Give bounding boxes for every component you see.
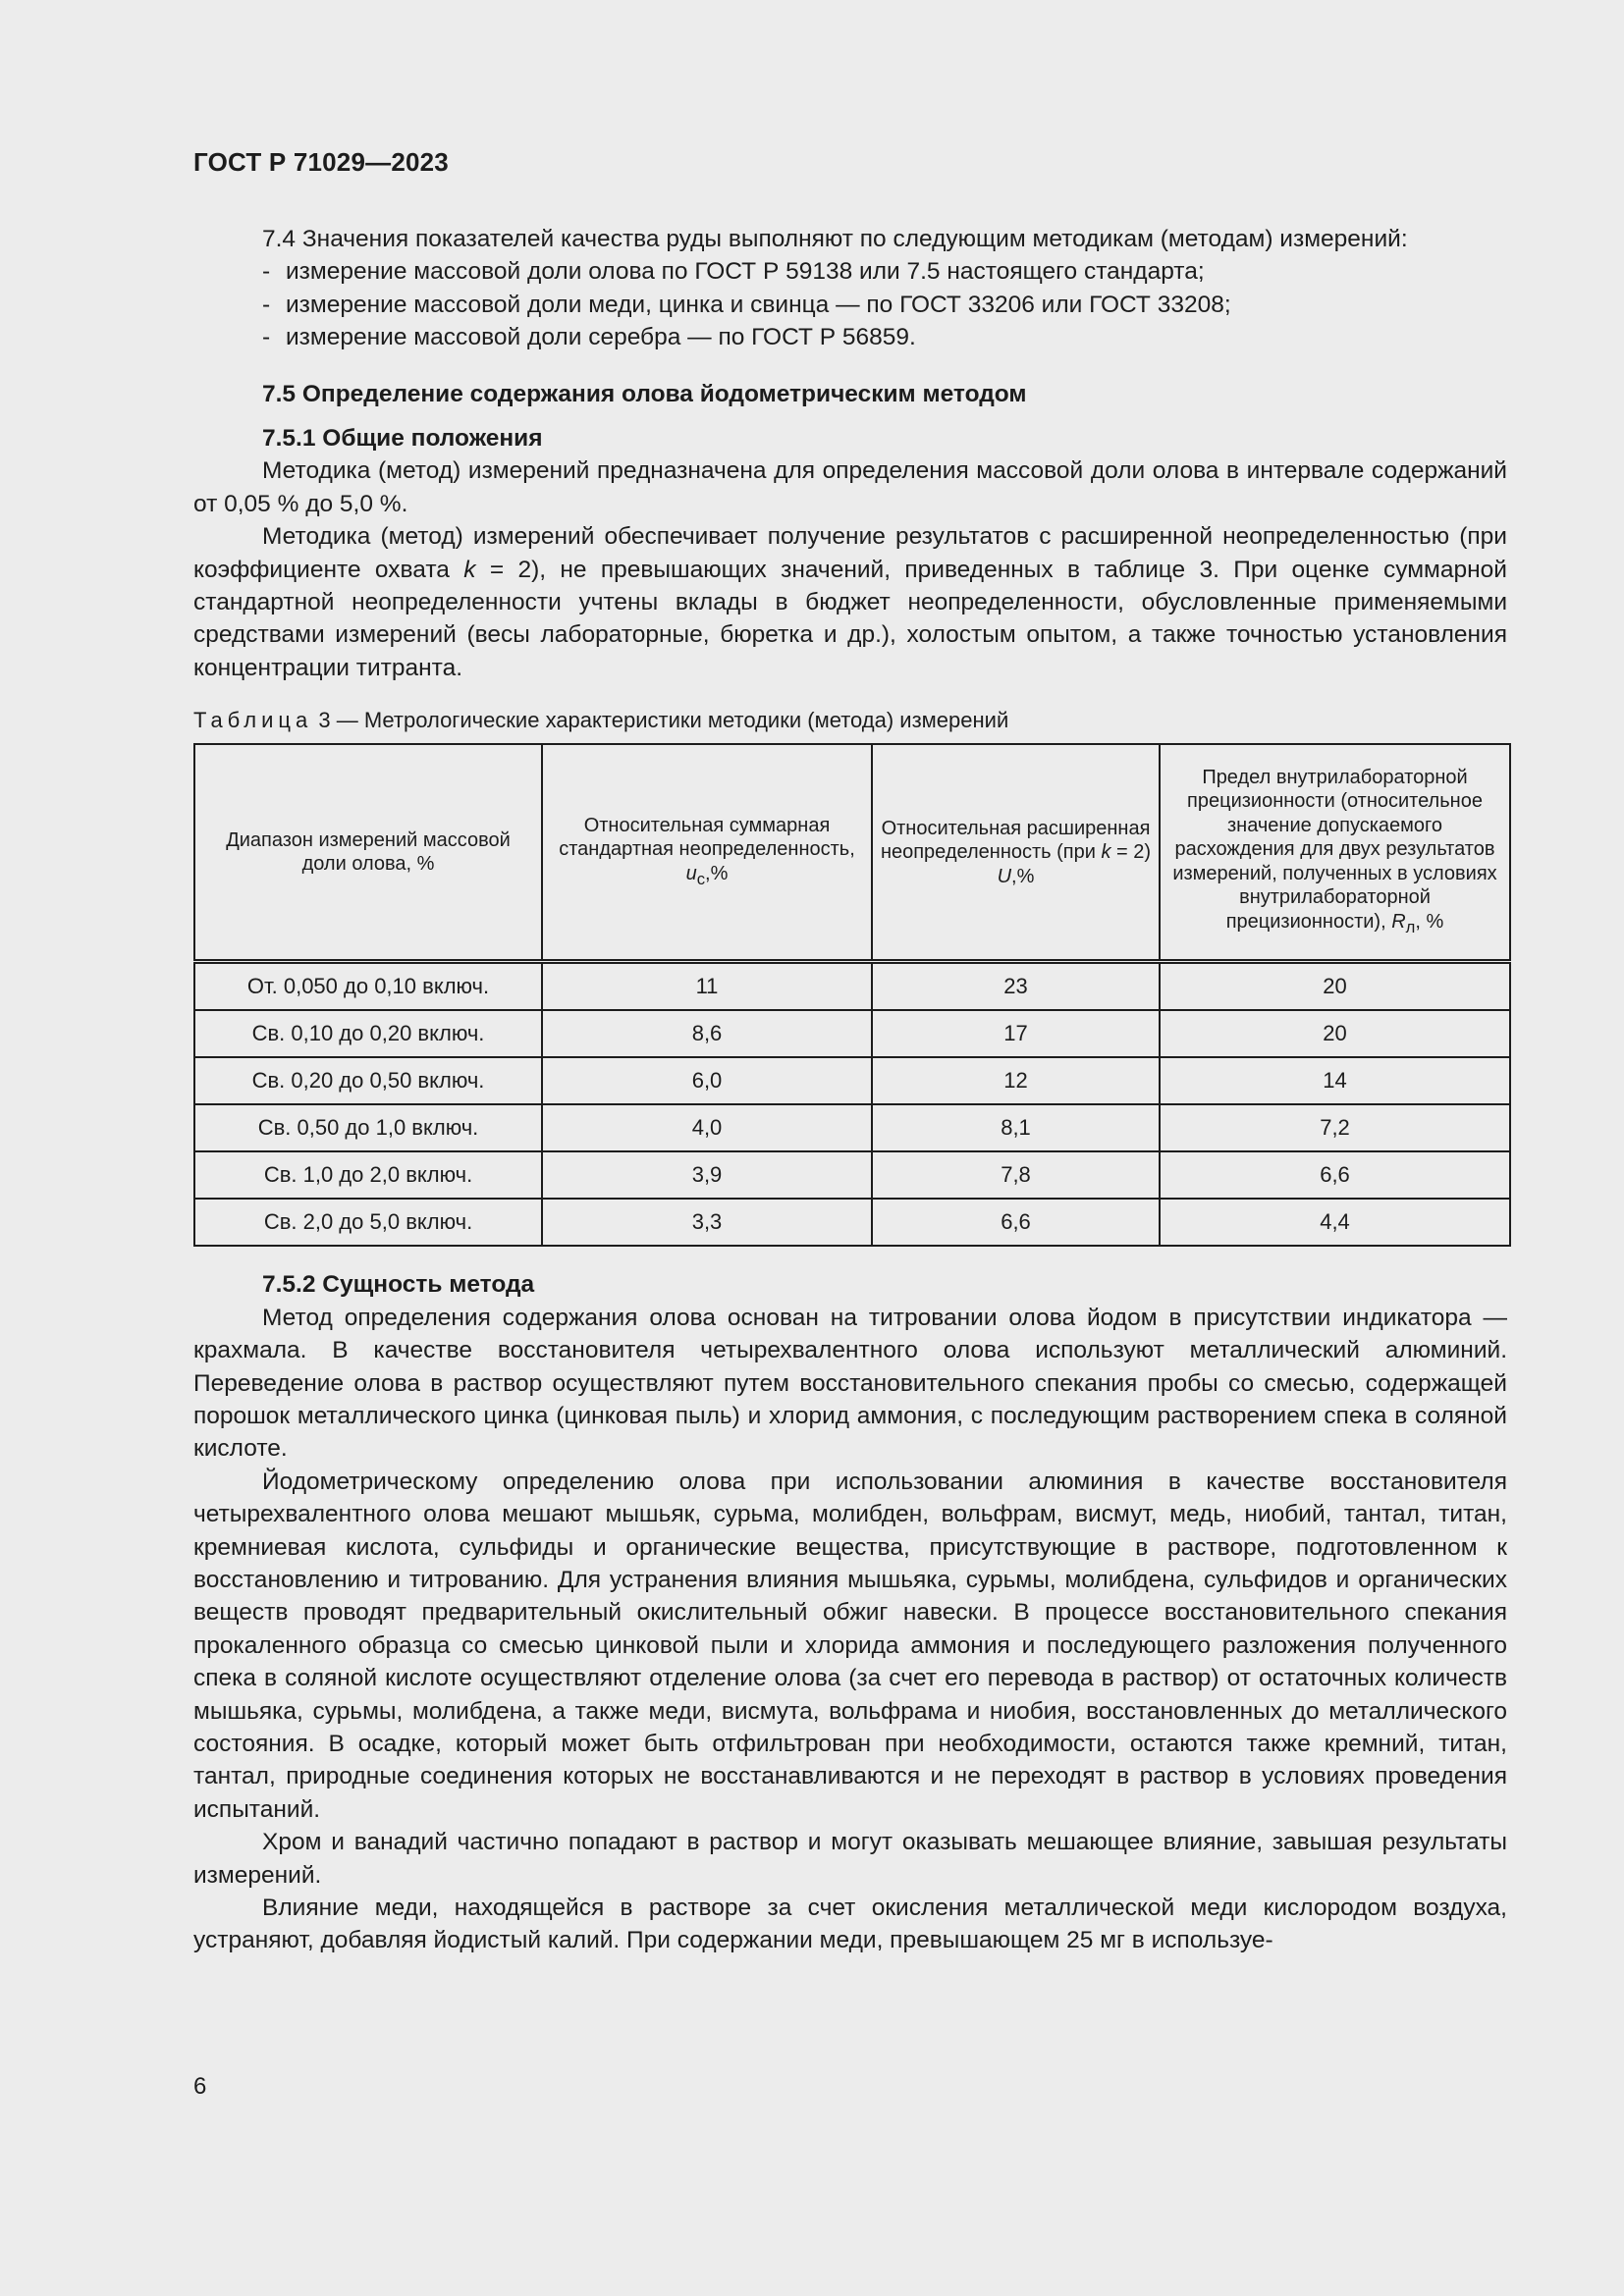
- table-cell: 14: [1160, 1057, 1510, 1104]
- header-precision-limit: Предел внутрилабораторной прецизионности (относительное значение допускаемого расхождения для двух результатов измерений, полученных в условиях внутрилабораторной прецизионности), $R_л$, %: [1160, 744, 1510, 962]
- section-7-5-2-paragraph-1: Метод определения содержания олова основан на титровании олова йодом в присутствии индикатора — крахмала. В качестве восстановителя четырехвалентного олова используют металлический алюминий. Переведение олова в раствор осуществляют путем восстановительного спекания пробы со смесью, содержащей порошок металлического цинка (цинковая пыль) и хлорид аммония, с последующим растворением спека в соляной кислоте.: [193, 1304, 1507, 1463]
- table-cell: 4,0: [542, 1104, 872, 1151]
- table-caption: Таблица 3 — Метрологические характеристики методики (метода) измерений: [193, 708, 1009, 733]
- table-cell: 12: [872, 1057, 1160, 1104]
- table-cell: 20: [1160, 1010, 1510, 1057]
- table-row: [194, 962, 1510, 1011]
- table-row: [194, 1199, 1510, 1246]
- table-cell: 6,6: [872, 1199, 1160, 1246]
- header-standard-uncertainty: Относительная суммарная стандартная неопределенность, $u_c,\%$: [542, 744, 872, 962]
- methods-list: [193, 255, 1507, 353]
- page-number: 6: [193, 2073, 207, 2100]
- list-item: - измерение массовой доли олова по ГОСТ Р 59138 или 7.5 настоящего стандарта;: [262, 258, 1205, 286]
- table-row: [194, 1151, 1510, 1199]
- table-cell: 6,6: [1160, 1151, 1510, 1199]
- section-7-5-title: 7.5 Определение содержания олова йодометрическим методом: [262, 380, 1027, 407]
- list-item: - измерение массовой доли меди, цинка и свинца — по ГОСТ 33206 или ГОСТ 33208;: [262, 291, 1231, 318]
- section-7-5-2-title: 7.5.2 Сущность метода: [262, 1271, 535, 1299]
- section-7-4-intro: 7.4 Значения показателей качества руды выполняют по следующим методикам (методам) измерений:: [262, 226, 1408, 252]
- table-cell: Св. 0,10 до 0,20 включ.: [194, 1010, 542, 1057]
- section-7-5-2-paragraph-4: Влияние меди, находящейся в растворе за счет окисления металлической меди кислородом воздуха, устраняют, добавляя йодистый калий. При содержании меди, превышающем 25 мг в используе-: [193, 1895, 1507, 1954]
- table-cell: 11: [542, 962, 872, 1011]
- table-cell: От. 0,050 до 0,10 включ.: [194, 962, 542, 1011]
- section-7-5-2-paragraph-3: Хром и ванадий частично попадают в раствор и могут оказывать мешающее влияние, завышая результаты измерений.: [193, 1829, 1507, 1889]
- section-7-5-1-title: 7.5.1 Общие положения: [262, 425, 543, 453]
- table-cell: Св. 0,20 до 0,50 включ.: [194, 1057, 542, 1104]
- table-cell: 6,0: [542, 1057, 872, 1104]
- section-7-5-2-paragraph-2: Йодометрическому определению олова при использовании алюминия в качестве восстановителя четырехвалентного олова мешают мышьяк, сурьма, молибден, вольфрам, висмут, медь, ниобий, тантал, титан, кремниевая кислота, сульфиды и органические вещества, присутствующие в растворе, подготовленном к восстановлению и титрованию. Для устранения влияния мышьяка, сурьмы, молибдена, сульфидов и органических веществ проводят предварительный окислительный обжиг навески. В процессе восстановительного спекания прокаленного образца со смесью цинковой пыли и хлорида аммония и последующего разложения полученного спека в соляной кислоте осуществляют отделение олова (за счет его перевода в раствор) от остаточных количеств мышьяка, сурьмы, молибдена, а также меди, висмута, вольфрама и ниобия, восстановленных до металлического состояния. В осадке, который может быть отфильтрован при необходимости, остаются также кремний, титан, тантал, природные соединения которых не восстанавливаются и не переходят в раствор в условиях проведения испытаний.: [193, 1468, 1507, 1823]
- table-cell: 17: [872, 1010, 1160, 1057]
- table-cell: 23: [872, 962, 1160, 1011]
- table-cell: Св. 0,50 до 1,0 включ.: [194, 1104, 542, 1151]
- table-cell: Св. 2,0 до 5,0 включ.: [194, 1199, 542, 1246]
- header-range: Диапазон измерений массовой доли олова, %: [194, 744, 542, 962]
- section-7-5-1-paragraph-1: Методика (метод) измерений предназначена для определения массовой доли олова в интервале содержаний от 0,05 % до 5,0 %.: [193, 457, 1507, 517]
- table-cell: 8,1: [872, 1104, 1160, 1151]
- header-expanded-uncertainty: Относительная расширенная неопределенность (при k = 2) U,%: [872, 744, 1160, 962]
- table-row: [194, 1010, 1510, 1057]
- table-cell: 3,9: [542, 1151, 872, 1199]
- table-cell: 20: [1160, 962, 1510, 1011]
- table-row: [194, 1057, 1510, 1104]
- list-item: - измерение массовой доли серебра — по ГОСТ Р 56859.: [262, 324, 916, 351]
- table-header-row: [194, 744, 1510, 962]
- metrology-table: [193, 743, 1511, 1247]
- table-row: [194, 1104, 1510, 1151]
- table-cell: 8,6: [542, 1010, 872, 1057]
- document-body: [193, 223, 1507, 1957]
- section-7-5-1-paragraph-2: Методика (метод) измерений обеспечивает получение результатов с расширенной неопределенностью (при коэффициенте охвата k = 2), не превышающих значений, приведенных в таблице 3. При оценке суммарной стандартной неопределенности учтены вклады в бюджет неопределенности, обусловленные применяемыми средствами измерений (весы лабораторные, бюретка и др.), холостым опытом, а также точностью установления концентрации титранта.: [193, 523, 1507, 681]
- table-cell: 3,3: [542, 1199, 872, 1246]
- document-header: ГОСТ Р 71029—2023: [193, 147, 449, 177]
- table-cell: Св. 1,0 до 2,0 включ.: [194, 1151, 542, 1199]
- table-cell: 7,2: [1160, 1104, 1510, 1151]
- table-cell: 7,8: [872, 1151, 1160, 1199]
- table-cell: 4,4: [1160, 1199, 1510, 1246]
